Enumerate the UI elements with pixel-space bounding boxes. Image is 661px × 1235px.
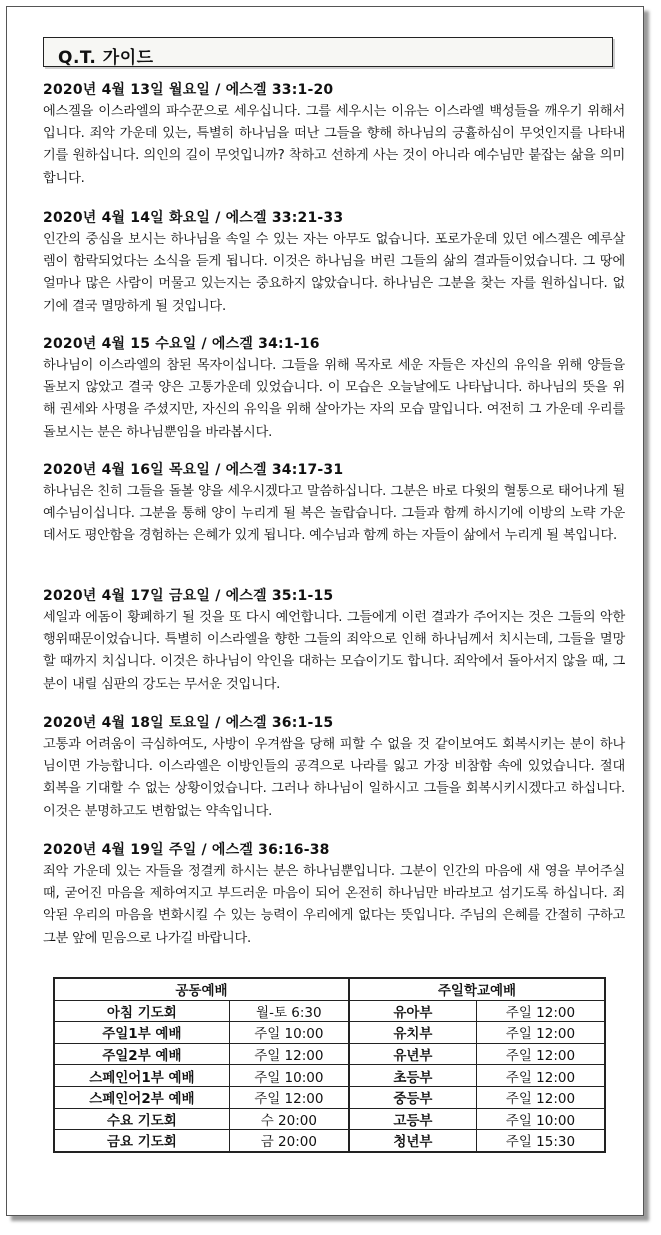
table-row	[54, 1065, 605, 1087]
entry-body: 죄악 가운데 있는 자들을 정결케 하시는 분은 하나님뿐입니다. 그분이 인간의 마음에 새 영을 부어주실 때, 굳어진 마음을 제하여지고 부드러운 마음이 되어 온전히 하나님만 바라보고 섬기도록 하십니다. 죄악된 우리의 마음을 변화시킬 수 있는 능력이 우리에게 없다는 뜻입니다. 주님의 은혜를 간절히 구하고 그분 앞에 믿음으로 나가길 바랍니다.	[43, 864, 625, 946]
bulletin-page	[6, 6, 644, 1216]
department-name: 고등부	[349, 1108, 476, 1130]
qt-entry-wed	[43, 333, 625, 444]
service-name: 아침 기도회	[54, 1000, 229, 1022]
worship-schedule-table	[53, 977, 606, 1153]
department-time: 주일 12:00	[476, 1086, 605, 1108]
service-time: 금 20:00	[229, 1130, 349, 1152]
schedule-header-row	[54, 978, 605, 1000]
table-row	[54, 1086, 605, 1108]
qt-entry-mon	[43, 79, 625, 190]
department-time: 주일 12:00	[476, 1000, 605, 1022]
service-time: 주일 10:00	[229, 1065, 349, 1087]
entry-heading: 2020년 4월 16일 목요일 / 에스겔 34:17-31	[43, 462, 344, 478]
service-time: 주일 10:00	[229, 1022, 349, 1044]
page-title: Q.T. 가이드	[58, 48, 154, 68]
department-time: 주일 12:00	[476, 1065, 605, 1087]
department-name: 청년부	[349, 1130, 476, 1152]
department-time: 주일 12:00	[476, 1022, 605, 1044]
table-row	[54, 1022, 605, 1044]
service-time: 주일 12:00	[229, 1086, 349, 1108]
service-name: 주일2부 예배	[54, 1043, 229, 1065]
header-public-worship: 공동예배	[54, 978, 349, 1000]
entry-heading: 2020년 4월 19일 주일 / 에스겔 36:16-38	[43, 842, 330, 858]
department-time: 주일 12:00	[476, 1043, 605, 1065]
department-name: 유년부	[349, 1043, 476, 1065]
entry-body: 세일과 에돔이 황폐하기 될 것을 또 다시 예언합니다. 그들에게 이런 결과가 주어지는 것은 그들의 악한 행위때문이었습니다. 특별히 이스라엘을 향한 그들의 죄악으로 인해 하나님께서 치시는데, 그들을 멸망할 때까지 치십니다. 이것은 하나님이 악인을 대하는 모습이기도 합니다. 죄악에서 돌아서지 않을 때, 그분이 내릴 심판의 강도는 무서운 것입니다.	[43, 610, 625, 692]
entry-heading: 2020년 4월 13일 월요일 / 에스겔 33:1-20	[43, 82, 334, 98]
service-time: 수 20:00	[229, 1108, 349, 1130]
table-row	[54, 1108, 605, 1130]
entry-body: 하나님은 친히 그들을 돌볼 양을 세우시겠다고 말씀하십니다. 그분은 바로 다윗의 혈통으로 태어나게 될 예수님이십니다. 그분을 통해 양이 누리게 될 복은 놀랍습니다. 그들과 함께 하시기에 이방의 노략 가운데서도 평안함을 경험하는 은혜가 있게 됩니다. 예수님과 함께 하는 자들이 삶에서 누리게 될 복입니다.	[43, 484, 625, 544]
entry-body: 에스겔을 이스라엘의 파수꾼으로 세우십니다. 그를 세우시는 이유는 이스라엘 백성들을 깨우기 위해서입니다. 죄악 가운데 있는, 특별히 하나님을 떠난 그들을 향해 하나님의 긍휼하심이 무엇인지를 나타내기를 원하십니다. 의인의 길이 무엇입니까? 착하고 선하게 사는 것이 아니라 예수님만 붙잡는 삶을 의미합니다.	[43, 104, 625, 186]
qt-entry-sat	[43, 712, 625, 823]
department-name: 유치부	[349, 1022, 476, 1044]
service-name: 스페인어1부 예배	[54, 1065, 229, 1087]
entry-heading: 2020년 4월 14일 화요일 / 에스겔 33:21-33	[43, 210, 344, 226]
service-time: 월-토 6:30	[229, 1000, 349, 1022]
service-name: 주일1부 예배	[54, 1022, 229, 1044]
department-name: 중등부	[349, 1086, 476, 1108]
qt-guide-title-box	[43, 37, 613, 67]
qt-entry-tue	[43, 207, 625, 318]
service-time: 주일 12:00	[229, 1043, 349, 1065]
service-name: 금요 기도회	[54, 1130, 229, 1152]
table-row	[54, 1000, 605, 1022]
entry-heading: 2020년 4월 15 수요일 / 에스겔 34:1-16	[43, 336, 320, 352]
table-row	[54, 1130, 605, 1152]
entry-heading: 2020년 4월 17일 금요일 / 에스겔 35:1-15	[43, 588, 334, 604]
header-sunday-school: 주일학교예배	[349, 978, 605, 1000]
service-name: 수요 기도회	[54, 1108, 229, 1130]
entry-body: 하나님이 이스라엘의 참된 목자이십니다. 그들을 위해 목자로 세운 자들은 자신의 유익을 위해 양들을 돌보지 않았고 결국 양은 고통가운데 있었습니다. 이 모습은 오늘날에도 나타납니다. 하나님의 뜻을 위해 권세와 사명을 주셨지만, 자신의 유익을 위해 살아가는 자의 모습 말입니다. 여전히 그 가운데 우리를 돌보시는 분은 하나님뿐임을 바라봅시다.	[43, 358, 625, 440]
entry-heading: 2020년 4월 18일 토요일 / 에스겔 36:1-15	[43, 715, 334, 731]
department-time: 주일 10:00	[476, 1108, 605, 1130]
department-name: 초등부	[349, 1065, 476, 1087]
qt-entry-thu	[43, 459, 625, 548]
entry-body: 인간의 중심을 보시는 하나님을 속일 수 있는 자는 아무도 없습니다. 포로가운데 있던 에스겔은 예루살렘이 함락되었다는 소식을 듣게 됩니다. 이것은 하나님을 버린 그들의 삶의 결과들이었습니다. 그 땅에 얼마나 많은 사람이 머물고 있는지는 중요하지 않았습니다. 하나님은 그분을 찾는 자를 원하십니다. 없기에 결국 멸망하게 될 것입니다.	[43, 232, 625, 314]
qt-entry-sun	[43, 839, 625, 950]
entry-body: 고통과 어려움이 극심하여도, 사방이 우겨쌈을 당해 피할 수 없을 것 같이보여도 회복시키는 분이 하나님이면 가능합니다. 이스라엘은 이방인들의 공격으로 나라를 잃고 가장 비참함 속에 있었습니다. 절대 회복을 기대할 수 없는 상황이었습니다. 그러나 하나님이 일하시고 그들을 회복시키시겠다고 하십니다. 이것은 분명하고도 변함없는 약속입니다.	[43, 737, 625, 819]
qt-entry-fri	[43, 585, 625, 696]
table-row	[54, 1043, 605, 1065]
service-name: 스페인어2부 예배	[54, 1086, 229, 1108]
department-time: 주일 15:30	[476, 1130, 605, 1152]
department-name: 유아부	[349, 1000, 476, 1022]
